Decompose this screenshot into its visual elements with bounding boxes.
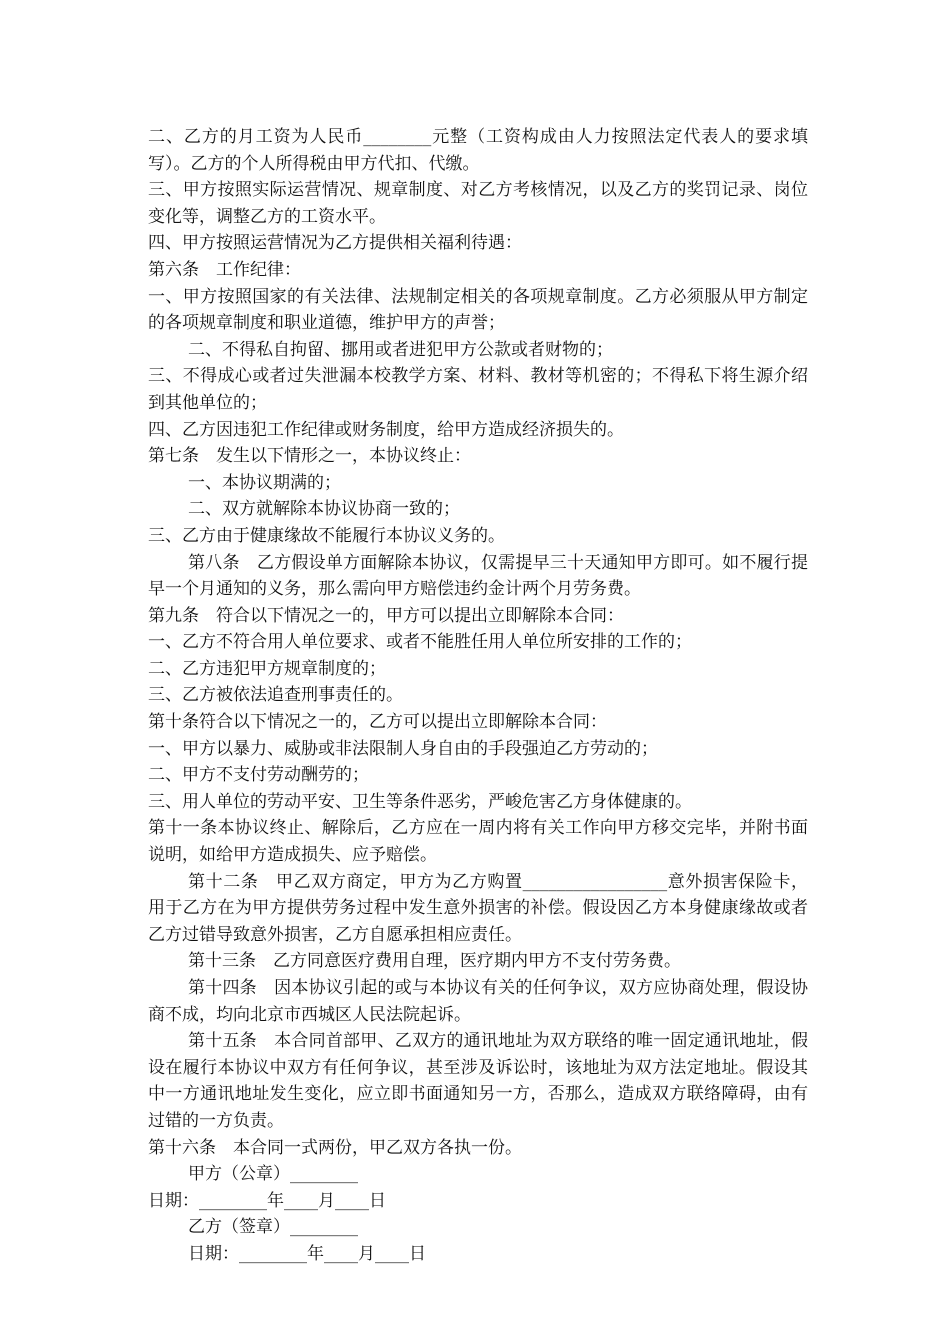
contract-paragraph: 二、乙方违犯甲方规章制度的； [148,658,386,679]
contract-paragraph: 一、甲方以暴力、威胁或非法限制人身自由的手段强迫乙方劳动的； [148,738,658,759]
contract-paragraph: 乙方（签章）________ [188,1217,358,1238]
contract-paragraph: 三、不得成心或者过失泄漏本校教学方案、材料、教材等机密的；不得私下将生源介绍到其他单位的； [148,366,808,413]
contract-paragraph: 三、用人单位的劳动平安、卫生等条件恶劣，严峻危害乙方身体健康的。 [148,791,692,812]
contract-paragraph: 第十六条 本合同一式两份，甲乙双方各执一份。 [148,1137,522,1158]
contract-body [148,124,808,1268]
contract-paragraph: 一、甲方按照国家的有关法律、法规制定相关的各项规章制度。乙方必须服从甲方制定的各项规章制度和职业道德，维护甲方的声誉； [148,286,808,334]
contract-paragraph: 第八条 乙方假设单方面解除本协议，仅需提早三十天通知甲方即可。如不履行提早一个月通知的义务，那么需向甲方赔偿违约金计两个月劳务费。 [148,552,808,600]
contract-paragraph: 第九条 符合以下情况之一的，甲方可以提出立即解除本合同： [148,605,624,626]
contract-paragraph: 第六条 工作纪律： [148,259,301,280]
contract-paragraph: 三、乙方由于健康缘故不能履行本协议义务的。 [148,525,505,546]
contract-paragraph: 第十三条 乙方同意医疗费用自理，医疗期内甲方不支付劳务费。 [188,951,681,972]
contract-paragraph: 第十二条 甲乙双方商定，甲方为乙方购置_________________意外损害保险卡，用于乙方在为甲方提供劳务过程中发生意外损害的补偿。假设因乙方本身健康缘故或者乙方过错导致意外损害，乙方自愿承担相应责任。 [148,871,808,945]
contract-paragraph: 第十五条 本合同首部甲、乙双方的通讯地址为双方联络的唯一固定通讯地址，假设在履行本协议中双方有任何争议，甚至涉及诉讼时，该地址为双方法定地址。假设其中一方通讯地址发生变化，应立即书面通知另一方，否那么，造成双方联络障碍，由有过错的一方负责。 [148,1031,808,1131]
contract-paragraph: 三、甲方按照实际运营情况、规章制度、对乙方考核情况，以及乙方的奖罚记录、岗位变化等，调整乙方的工资水平。 [148,180,808,227]
contract-paragraph: 第十一条本协议终止、解除后，乙方应在一周内将有关工作向甲方移交完毕，并附书面说明，如给甲方造成损失、应予赔偿。 [148,818,808,866]
contract-paragraph: 日期：________年____月____日 [188,1243,426,1264]
contract-paragraph: 二、双方就解除本协议协商一致的； [188,499,460,520]
contract-paragraph: 甲方（公章）________ [188,1164,358,1185]
contract-paragraph: 四、甲方按照运营情况为乙方提供相关福利待遇： [148,233,522,254]
contract-paragraph: 二、不得私自拘留、挪用或者进犯甲方公款或者财物的； [188,339,613,360]
contract-paragraph: 第十四条 因本协议引起的或与本协议有关的任何争议，双方应协商处理，假设协商不成，均向北京市西城区人民法院起诉。 [148,978,808,1025]
contract-paragraph: 四、乙方因违犯工作纪律或财务制度，给甲方造成经济损失的。 [148,419,624,440]
contract-paragraph: 一、本协议期满的； [188,472,341,493]
contract-paragraph: 三、乙方被依法追查刑事责任的。 [148,685,403,706]
contract-paragraph: 日期：________年____月____日 [148,1190,386,1211]
contract-paragraph: 二、乙方的月工资为人民币________元整（工资构成由人力按照法定代表人的要求填写）。乙方的个人所得税由甲方代扣、代缴。 [148,127,808,174]
contract-paragraph: 一、乙方不符合用人单位要求、或者不能胜任用人单位所安排的工作的； [148,632,692,653]
contract-paragraph: 二、甲方不支付劳动酬劳的； [148,765,369,786]
contract-paragraph: 第十条符合以下情况之一的，乙方可以提出立即解除本合同： [148,712,607,733]
contract-paragraph: 第七条 发生以下情形之一，本协议终止： [148,446,471,467]
